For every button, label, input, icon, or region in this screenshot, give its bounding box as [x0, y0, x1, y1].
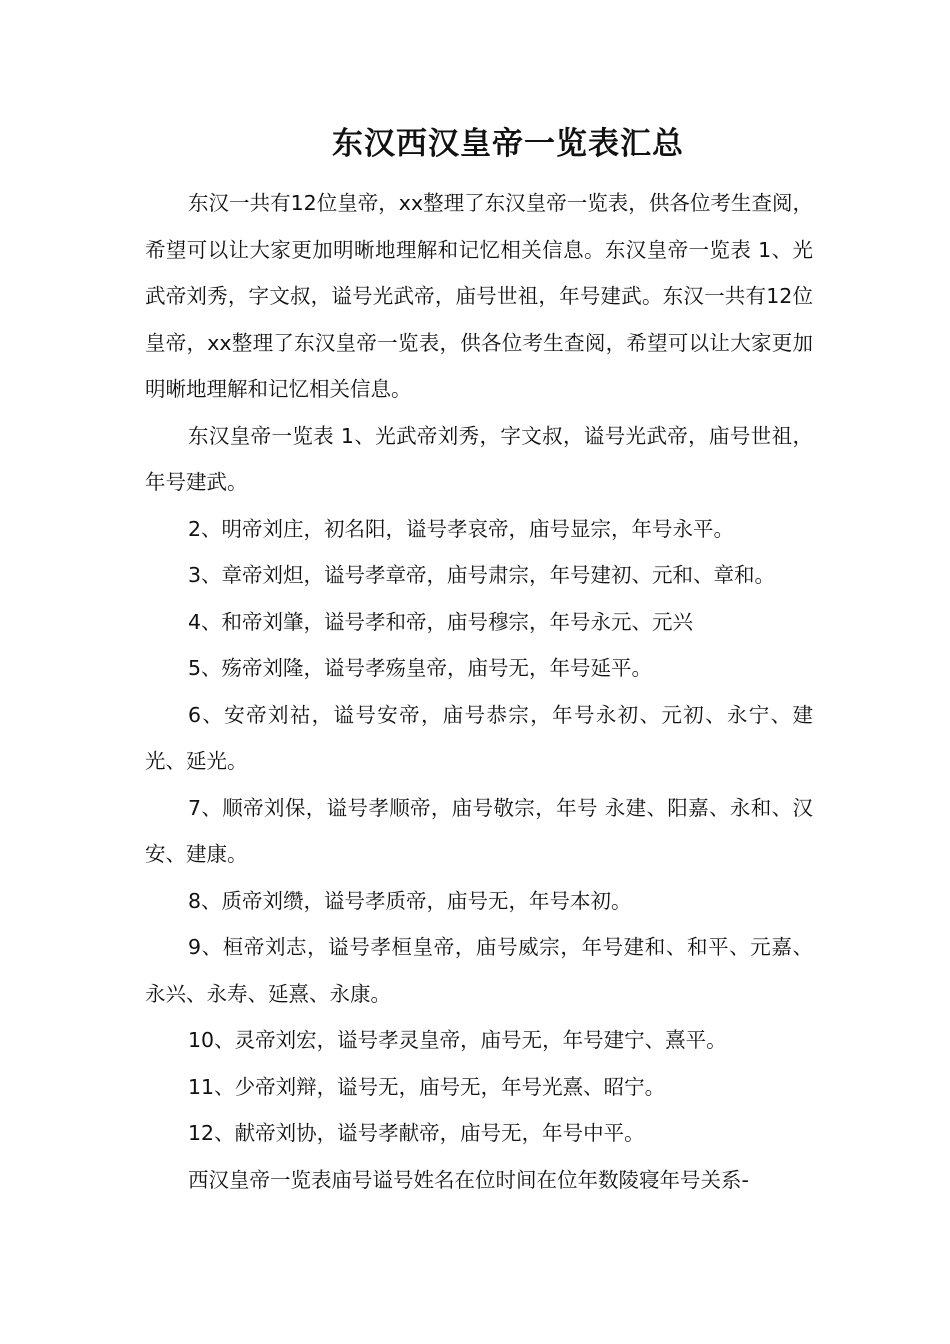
paragraph-western-han-header: 西汉皇帝一览表庙号谥号姓名在位时间在位年数陵寝年号关系- [188, 1167, 749, 1192]
paragraph-emperor-7: 7、顺帝刘保，谥号孝顺帝，庙号敬宗，年号 永建、阳嘉、永和、汉安、建康。 [145, 795, 813, 866]
paragraph-emperor-11: 11、少帝刘辩，谥号无，庙号无，年号光熹、昭宁。 [188, 1074, 666, 1099]
paragraph-emperor-9: 9、桓帝刘志，谥号孝桓皇帝，庙号威宗，年号建和、和平、元嘉、永兴、永寿、延熹、永康。 [145, 935, 813, 1006]
paragraph-emperor-12: 12、献帝刘协，谥号孝献帝，庙号无，年号中平。 [188, 1121, 645, 1145]
paragraph-emperor-2: 2、明帝刘庄，初名阳，谥号孝哀帝，庙号显宗，年号永平。 [188, 516, 735, 541]
paragraph-emperor-1: 东汉皇帝一览表 1、光武帝刘秀，字文叔，谥号光武帝，庙号世祖，年号建武。 [145, 423, 813, 494]
paragraph-emperor-10: 10、灵帝刘宏，谥号孝灵皇帝，庙号无，年号建宁、熹平。 [188, 1028, 727, 1052]
paragraph-emperor-5: 5、殇帝刘隆，谥号孝殇皇帝，庙号无，年号延平。 [188, 656, 653, 680]
page-title: 东汉西汉皇帝一览表汇总 [332, 126, 684, 162]
document-body [145, 180, 813, 1203]
paragraph-emperor-8: 8、质帝刘缵，谥号孝质帝，庙号无，年号本初。 [188, 888, 632, 913]
paragraph-intro: 东汉一共有12位皇帝，xx整理了东汉皇帝一览表，供各位考生查阅，希望可以让大家更加明晰地理解和记忆相关信息。东汉皇帝一览表 1、光武帝刘秀，字文叔，谥号光武帝，庙号世祖，年号建武。东汉一共有12位皇帝，xx整理了东汉皇帝一览表，供各位考生查阅，希望可以让大家更加明晰地理解和记忆相关信息。 [145, 191, 813, 401]
paragraph-emperor-3: 3、章帝刘炟，谥号孝章帝，庙号肃宗，年号建初、元和、章和。 [188, 563, 776, 587]
paragraph-emperor-6: 6、安帝刘祜，谥号安帝，庙号恭宗，年号永初、元初、永宁、建光、延光。 [145, 702, 813, 773]
paragraph-emperor-4: 4、和帝刘肇，谥号孝和帝，庙号穆宗，年号永元、元兴 [188, 609, 694, 634]
